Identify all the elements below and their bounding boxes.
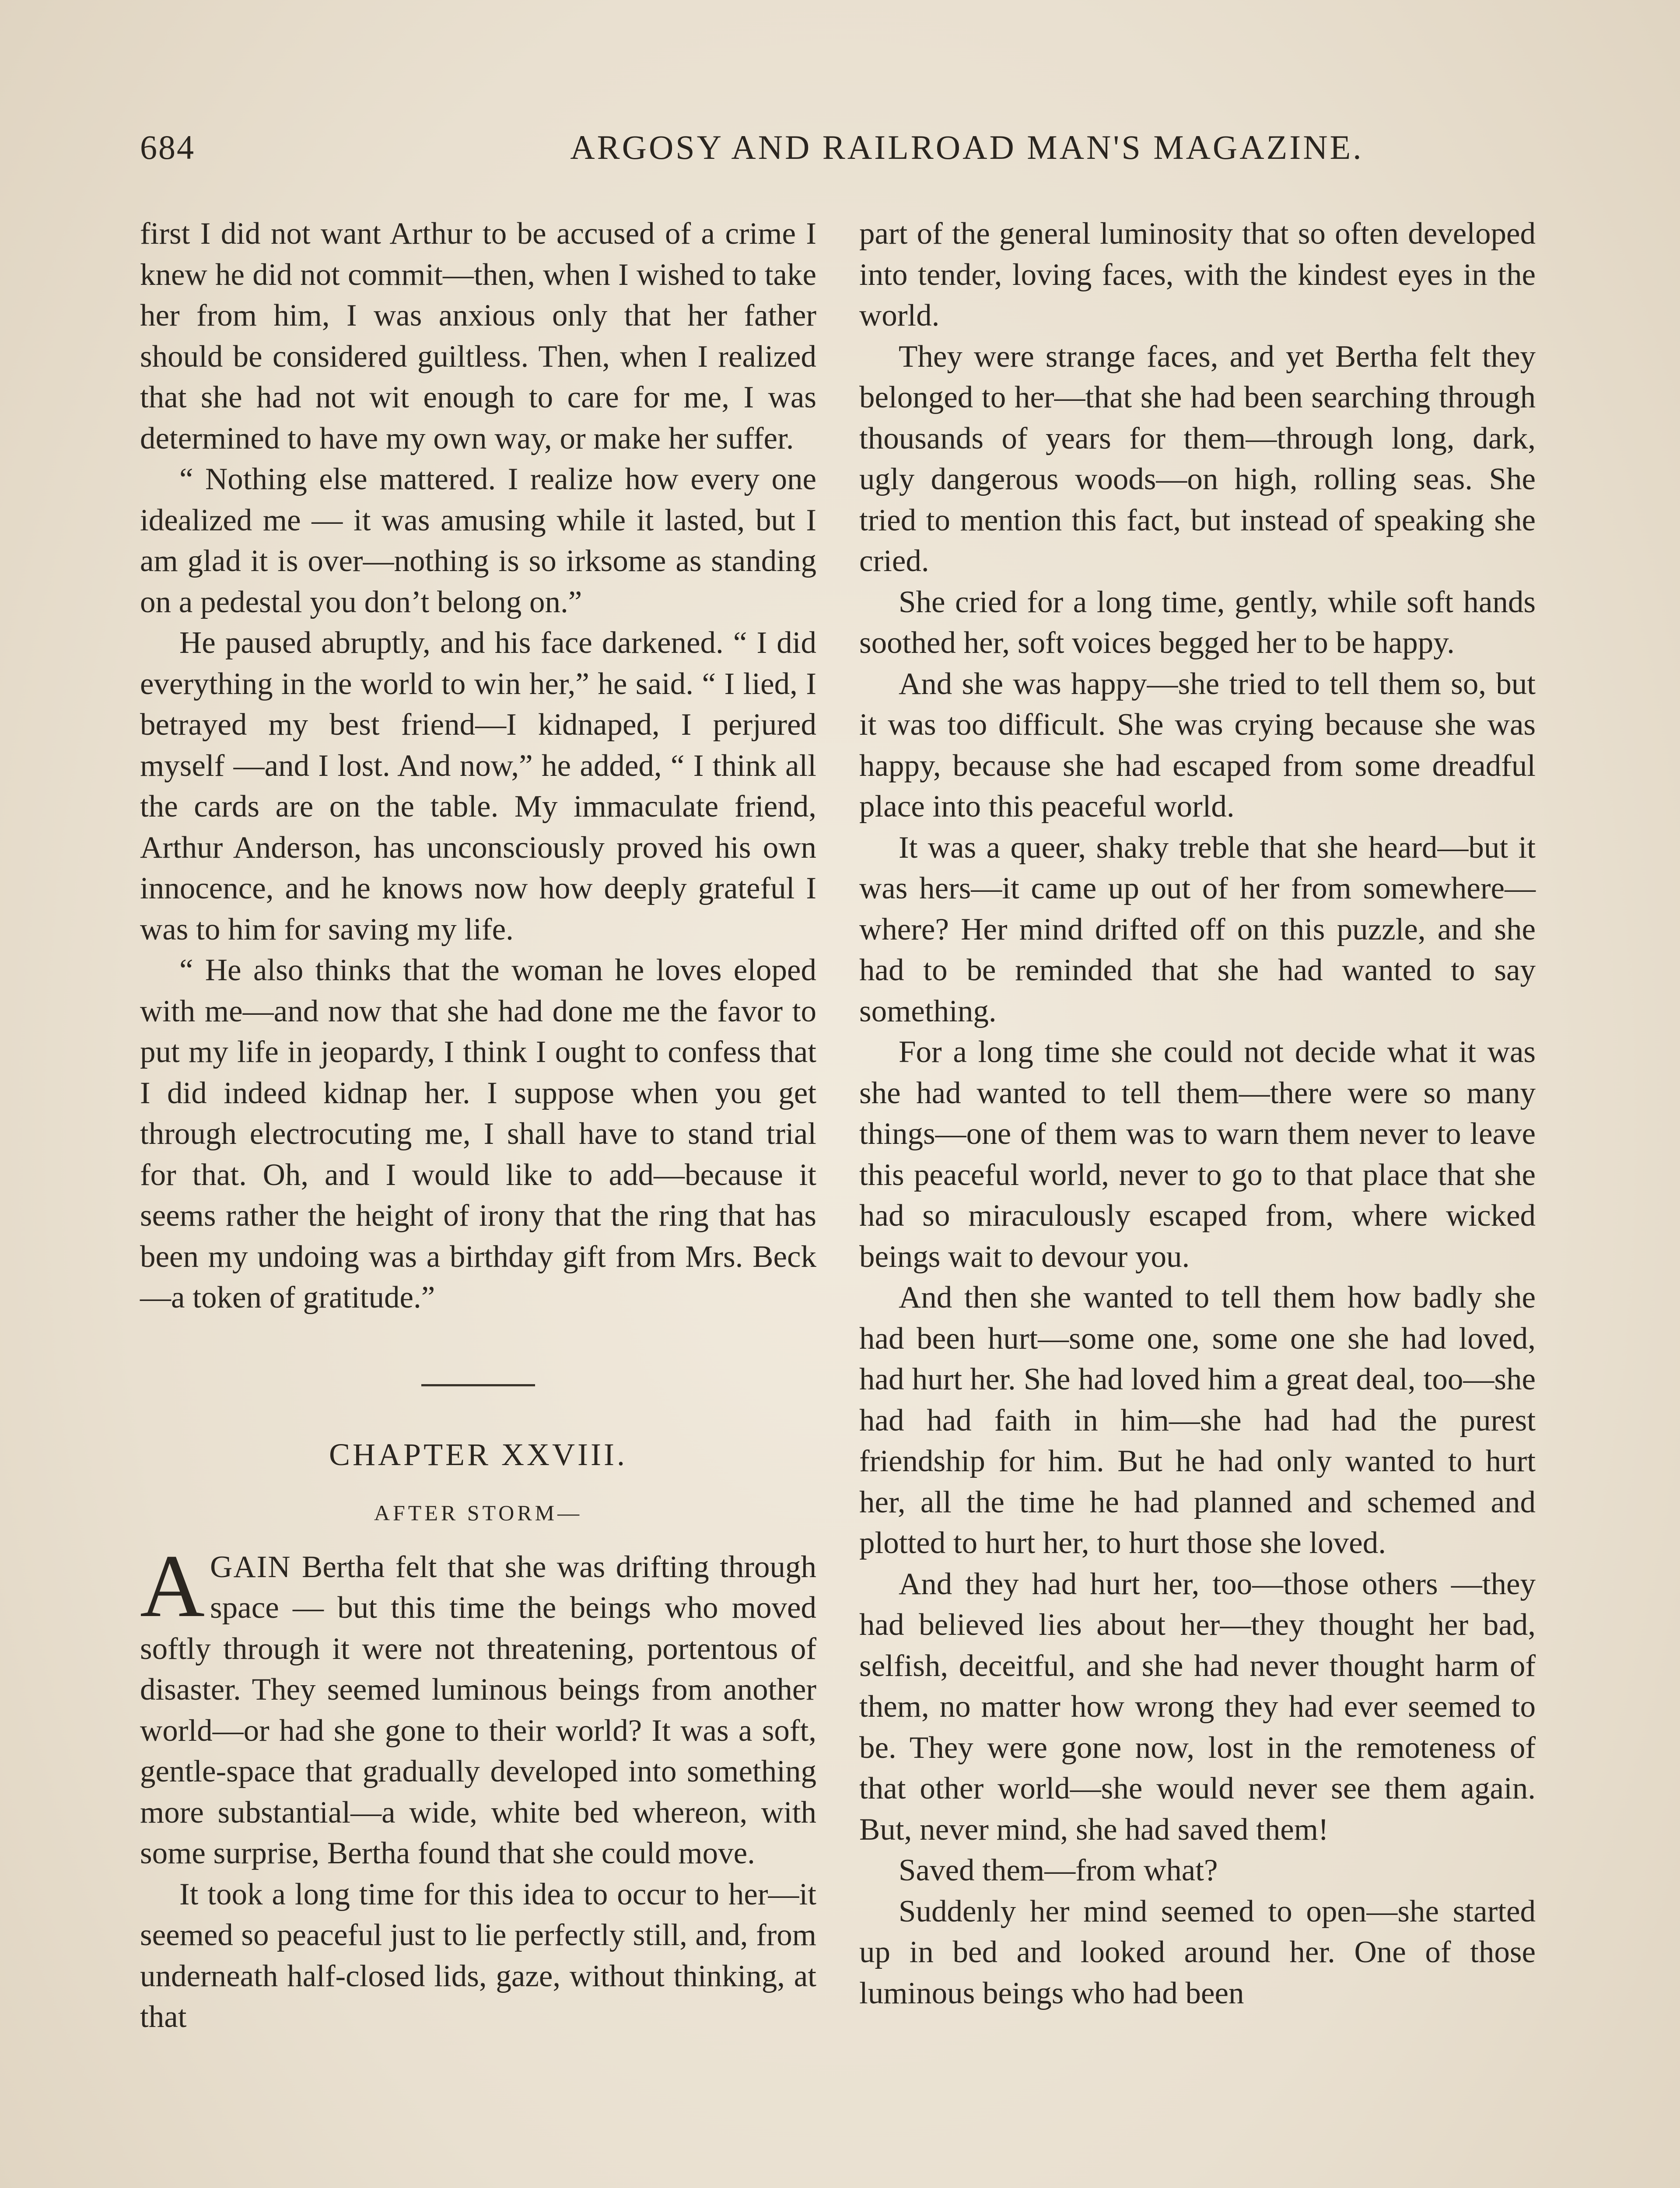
section-divider — [421, 1384, 535, 1386]
paragraph: She cried for a long time, gently, while soft hands soothed her, soft voices begged her to be happy. — [859, 585, 1536, 660]
paragraph: They were strange faces, and yet Bertha felt they belonged to her—that she had been searching through thousands of years for them—through long, dark, ugly dangerous woods—on high, rolling seas. She tried to mention this fact, but instead of speaking she cried. — [859, 339, 1536, 578]
paragraph: It was a queer, shaky treble that she heard—but it was hers—it came up out of her from somewhere—where? Her mind drifted off on this puzzle, and she had to be reminded that she had wanted to say something. — [859, 830, 1536, 1028]
chapter-subtitle: AFTER STORM— — [374, 1501, 583, 1525]
paragraph: first I did not want Arthur to be accused of a crime I knew he did not commit—then, when I wished to take her from him, I was anxious only that her father should be considered guiltless. Then, when I realized that she had not wit enough to care for me, I was determined to have my own way, or make her suffer. — [140, 217, 816, 456]
paragraph: “ He also thinks that the woman he loves eloped with me—and now that she had done me the favor to put my life in jeopardy, I think I ought to confess that I did indeed kidnap her. I suppose when you get through electrocuting me, I shall have to stand trial for that. Oh, and I would like to add—because it seems rather the height of irony that the ring that has been my undoing was a birthday gift from Mrs. Beck—a token of gratitude.” — [140, 953, 816, 1315]
paragraph: He paused abruptly, and his face darkened. “ I did everything in the world to win her,” he said. “ I lied, I betrayed my best friend—I kidnaped, I perjured myself —and I lost. And now,” he added, “ I think all the cards are on the table. My immaculate friend, Arthur Anderson, has unconsciously proved his own innocence, and he knows now how deeply grateful I was to him for saving my life. — [140, 626, 816, 947]
paragraph: Suddenly her mind seemed to open—she started up in bed and looked around her. One of those luminous beings who had been — [859, 1894, 1536, 2010]
opening-word: GAIN — [210, 1550, 291, 1584]
paragraph: And she was happy—she tried to tell them so, but it was too difficult. She was crying because she was happy, because she had escaped from some dreadful place into this peaceful world. — [859, 666, 1536, 824]
drop-cap: A — [140, 1536, 205, 1636]
paragraph: For a long time she could not decide what it was she had wanted to tell them—there were so many things—one of them was to warn them never to leave this peaceful world, never to go to that place that she had so miraculously escaped from, where wicked beings wait to devour you. — [859, 1035, 1536, 1274]
running-head: ARGOSY AND RAILROAD MAN'S MAGAZINE. — [570, 128, 1364, 166]
page-header — [140, 128, 1540, 180]
paragraph: Saved them—from what? — [899, 1853, 1218, 1887]
paragraph: And then she wanted to tell them how badly she had been hurt—some one, some one she had loved, had hurt her. She had loved him a great deal, too—she had had faith in him—she had had the purest friendship for him. But he had only wanted to hurt her, all the time he had planned and schemed and plotted to hurt her, to hurt those she loved. — [859, 1280, 1536, 1560]
paragraph: It took a long time for this idea to occur to her—it seemed so peaceful just to lie perfectly still, and, from underneath half-closed lids, gaze, without thinking, at that — [140, 1877, 816, 2034]
right-column — [859, 214, 1536, 2014]
opening-paragraph-text: Bertha felt that she was drifting through space — but this time the beings who moved softly through it were not threatening, portentous of disaster. They seemed luminous beings from another world—or had she gone to their world? It was a soft, gentle-space that gradually developed into something more substantial—a wide, white bed whereon, with some surprise, Bertha found that she could move. — [140, 1550, 816, 1870]
chapter-title: CHAPTER XXVIII. — [329, 1437, 627, 1472]
paragraph: “ Nothing else mattered. I realize how every one idealized me — it was amusing while it lasted, but I am glad it is over—nothing is so irksome as standing on a pedestal you don’t belong on.” — [140, 462, 816, 619]
chapter-opening-paragraph — [140, 1536, 816, 1874]
paragraph: And they had hurt her, too—those others —they had believed lies about her—they thought her bad, selfish, deceitful, and she had never thought harm of them, no matter how wrong they had ever seemed to be. They were gone now, lost in the remoteness of that other world—she would never see them again. But, never mind, she had saved them! — [859, 1567, 1536, 1847]
paragraph: part of the general luminosity that so often developed into tender, loving faces, with the kindest eyes in the world. — [859, 217, 1536, 333]
left-column — [140, 214, 816, 2038]
page-number: 684 — [140, 128, 195, 166]
